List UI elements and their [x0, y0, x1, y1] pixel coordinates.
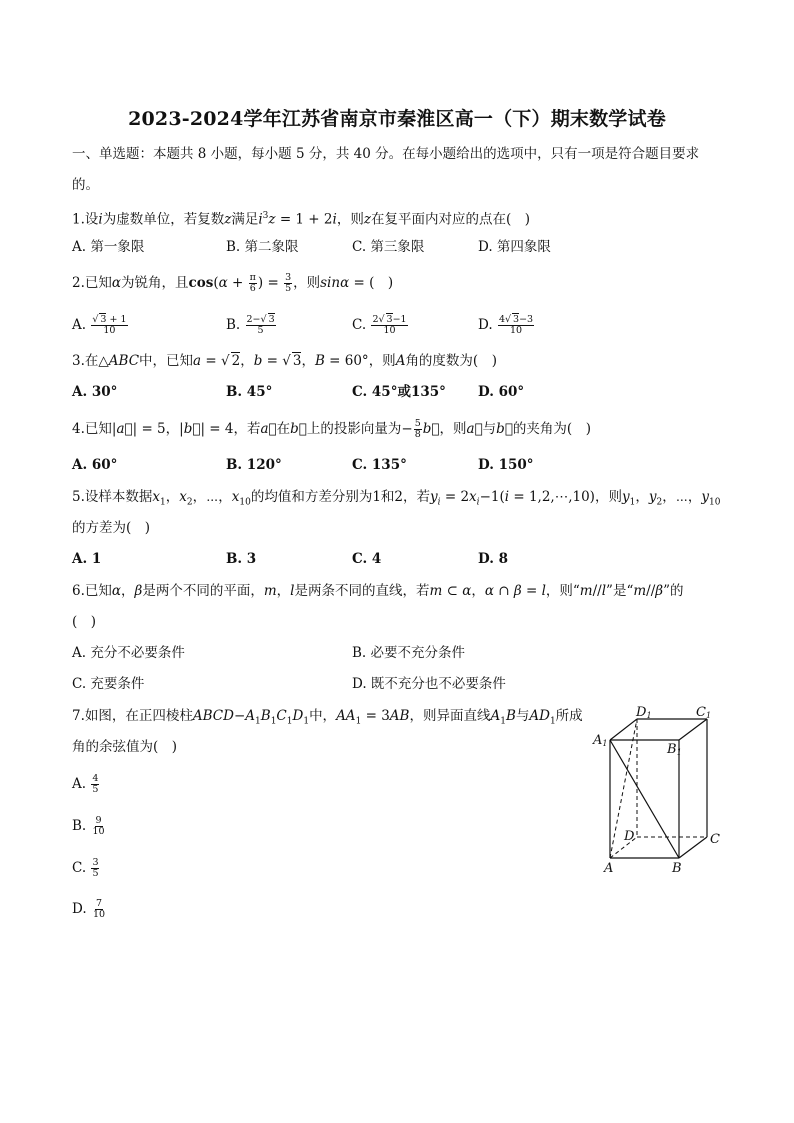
label-b1: B1	[667, 742, 682, 757]
q4-option-b[interactable]: B. 120°	[226, 457, 282, 473]
q1-option-b[interactable]: B. 第二象限	[226, 239, 299, 255]
label-d1: D1	[636, 705, 652, 720]
q6-option-a[interactable]: A. 充分不必要条件	[72, 645, 185, 661]
line-a1-b	[610, 740, 679, 858]
q4-option-c[interactable]: C. 135°	[352, 457, 407, 473]
section-heading-cont: 的。	[72, 177, 99, 193]
q2-option-b[interactable]: B. $\frac{2-√ 3}{5}$	[226, 314, 275, 336]
q3-option-d[interactable]: D. 60°	[478, 384, 525, 400]
question-7-cont: 角的余弦值为( )	[72, 739, 178, 755]
edge-d1-a1	[610, 719, 637, 740]
question-7: 7.如图，在正四棱柱$ABCD-A_1B_1C_1D_1$中，$AA_1 = 3AB$，则异面直线$A_1B$与$AD_1$所成	[72, 708, 583, 727]
edge-b1-c1	[679, 719, 707, 740]
question-6: 6.已知α，β是两个不同的平面，m，l是两条不同的直线，若m ⊂ α，α ∩ β = l，则“m//l”是“m//β”的	[72, 583, 684, 599]
prism-figure	[590, 700, 730, 880]
label-c1: C1	[696, 705, 712, 720]
edge-b-c	[679, 837, 707, 858]
q4-option-a[interactable]: A. 60°	[72, 457, 118, 473]
q6-option-d[interactable]: D. 既不充分也不必要条件	[352, 676, 506, 692]
question-5: 5.设样本数据$x_1$，$x_2$，⋯，$x_{10}$的均值和方差分别为1和2，若$y_i = 2x_i-1(i$ = 1,2,⋯,10)，则$y_1$，$y_2$，⋯，$y_{10}$	[72, 489, 721, 508]
question-5-cont: 的方差为( )	[72, 520, 151, 536]
q7-option-b[interactable]: B. $\frac{9}{10}$	[72, 815, 105, 837]
q5-option-a[interactable]: A. 1	[72, 551, 102, 567]
question-3: 3.在△ABC中，已知a = √ 2，b = √ 3，B = 60°，则A角的度数为( )	[72, 353, 497, 369]
question-4: 4.已知|a⃗| = 5，|b⃗| = 4，若a⃗在b⃗上的投影向量为− $\frac{5}{8}$ b⃗，则a⃗与b⃗的夹角为( )	[72, 418, 591, 440]
q6-option-b[interactable]: B. 必要不充分条件	[352, 645, 466, 661]
page-title: 2023-2024学年江苏省南京市秦淮区高一（下）期末数学试卷	[128, 108, 666, 130]
label-c: C	[710, 832, 720, 847]
q6-option-c[interactable]: C. 充要条件	[72, 676, 145, 692]
question-1: 1.设i为虚数单位，若复数z满足$i^3z = 1 + 2i$，则z在复平面内对应的点在( )	[72, 211, 530, 228]
q2-option-a[interactable]: A. $\frac{√ 3 + 1}{10}$	[72, 314, 127, 336]
section-heading: 一、单选题：本题共 8 小题，每小题 5 分，共 40 分。在每小题给出的选项中，只有一项是符合题目要求	[72, 146, 700, 162]
label-d: D	[624, 829, 635, 844]
q4-option-d[interactable]: D. 150°	[478, 457, 534, 473]
q2-option-d[interactable]: D. $\frac{4√ 3-3}{10}$	[478, 314, 534, 336]
label-a1: A1	[593, 733, 608, 748]
q2-option-c[interactable]: C. $\frac{2√ 3-1}{10}$	[352, 314, 407, 336]
question-2: 2.已知α为锐角，且cos(α + $\frac{\pi}{6}$ ) = $\frac{3}{5}$ ，则sinα = ( )	[72, 272, 394, 294]
q1-option-a[interactable]: A. 第一象限	[72, 239, 145, 255]
q3-option-c[interactable]: C. 45°或135°	[352, 384, 446, 400]
q5-option-c[interactable]: C. 4	[352, 551, 382, 567]
q5-option-b[interactable]: B. 3	[226, 551, 257, 567]
label-b: B	[672, 861, 682, 876]
q1-option-c[interactable]: C. 第三象限	[352, 239, 425, 255]
q7-option-c[interactable]: C. $\frac{3}{5}$	[72, 857, 99, 879]
q1-option-d[interactable]: D. 第四象限	[478, 239, 551, 255]
q3-option-b[interactable]: B. 45°	[226, 384, 273, 400]
question-6-cont: ( )	[72, 614, 97, 630]
q5-option-d[interactable]: D. 8	[478, 551, 509, 567]
q7-option-a[interactable]: A. $\frac{4}{5}$	[72, 773, 99, 795]
q7-option-d[interactable]: D. $\frac{7}{10}$	[72, 898, 106, 920]
q3-option-a[interactable]: A. 30°	[72, 384, 118, 400]
label-a: A	[604, 861, 614, 876]
